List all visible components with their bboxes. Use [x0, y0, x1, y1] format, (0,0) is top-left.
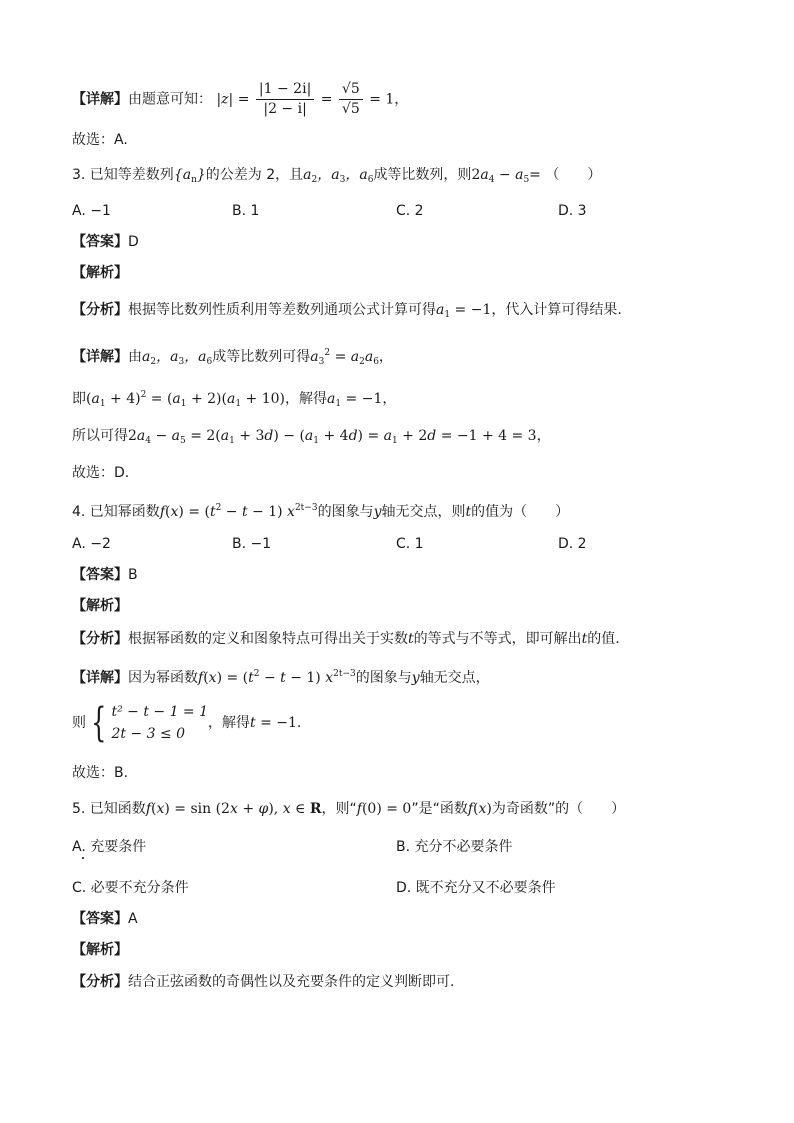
q4-answer: 【答案】B: [72, 567, 138, 583]
q4-option-b: B. −1: [232, 536, 272, 552]
q2-detail-line: 【详解】由题意可知： |z| = $\frac{|1 - 2i|}{|2 - i|}$ = $\frac{√5}{√5}$ = 1，: [72, 81, 409, 117]
q4-method: 【分析】根据幂函数的定义和图象特点可得出关于实数t的等式与不等式，即可解出t的值.: [72, 631, 620, 647]
q3-option-b: B. 1: [232, 203, 260, 219]
q5-option-d: D. 既不充分又不必要条件: [396, 880, 556, 896]
q3-choose: 故选：D.: [72, 465, 130, 481]
fraction-sqrt: $\frac{√5}{√5}$: [339, 80, 363, 119]
q5-option-b: B. 充分不必要条件: [396, 839, 513, 855]
q4-detail: 【详解】因为幂函数$f(x) = (t^2 - t - 1)$ $x^{2t-3}$的图象与y轴无交点，: [72, 669, 490, 686]
q4-system: 则 { t² − t − 1 = 1 2t − 3 ≤ 0 ，解得t = −1.: [72, 700, 302, 746]
q3-option-d: D. 3: [558, 203, 587, 219]
q5-analysis-tag: 【解析】: [72, 942, 128, 958]
q4-option-c: C. 1: [396, 536, 424, 552]
fraction-abs: $\frac{|1 - 2i|}{|2 - i|}$: [256, 80, 314, 119]
stray-dot: [82, 857, 84, 859]
detail-tag: 【详解】: [72, 91, 128, 108]
q5-method: 【分析】结合正弦函数的奇偶性以及充要条件的定义判断即可.: [72, 974, 455, 990]
q4-stem: 4. 已知幂函数$f(x) = (t^2 - t - 1)$ $x^{2t-3}$的图象与y轴无交点，则t的值为（ ）: [72, 503, 570, 520]
q5-option-c: C. 必要不充分条件: [72, 880, 189, 896]
q3-answer: 【答案】D: [72, 234, 139, 250]
equation-system: t² − t − 1 = 1 2t − 3 ≤ 0: [111, 704, 209, 742]
q3-option-a: A. −1: [72, 203, 111, 219]
q5-option-a: A. 充要条件: [72, 839, 147, 855]
q4-option-d: D. 2: [558, 536, 587, 552]
q4-analysis-tag: 【解析】: [72, 598, 128, 614]
q3-analysis-tag: 【解析】: [72, 265, 128, 281]
q2-choose: 故选：A.: [72, 132, 128, 148]
seq-an: $\{a_n\}$: [173, 167, 206, 185]
q5-answer: 【答案】A: [72, 911, 138, 927]
q4-option-a: A. −2: [72, 536, 111, 552]
q3-detail: 【详解】由$a_2$，$a_3$，$a_6$成等比数列可得$a_3^2 = a_2a_6$，: [72, 348, 393, 367]
q3-option-c: C. 2: [396, 203, 424, 219]
q3-detail-line3: 所以可得$2a_4 - a_5 = 2(a_1 + 3d) - (a_1 + 4d) = a_1 + 2d = -1 + 4 = 3$，: [72, 428, 551, 446]
q3-detail-line2: 即$(a_1 + 4)^2 = (a_1 + 2)(a_1 + 10)$，解得$a_1 = -1$，: [72, 390, 397, 409]
q3-method: 【分析】根据等比数列性质利用等差数列通项公式计算可得$a_1 = -1$，代入计算可得结果.: [72, 302, 622, 320]
q5-stem: 5. 已知函数f(x) = sin (2x + φ), x ∈ R，则“f(0) = 0”是“函数f(x)为奇函数”的（ ）: [72, 801, 626, 817]
q3-stem: 3. 已知等差数列$\{a_n\}$的公差为 2，且$a_2$，$a_3$，$a_6$成等比数列，则$2a_4 - a_5=$ （ ）: [72, 167, 602, 185]
modulus-z: |z| =: [216, 91, 250, 108]
q4-choose: 故选：B.: [72, 765, 129, 781]
left-brace: {: [91, 700, 107, 746]
